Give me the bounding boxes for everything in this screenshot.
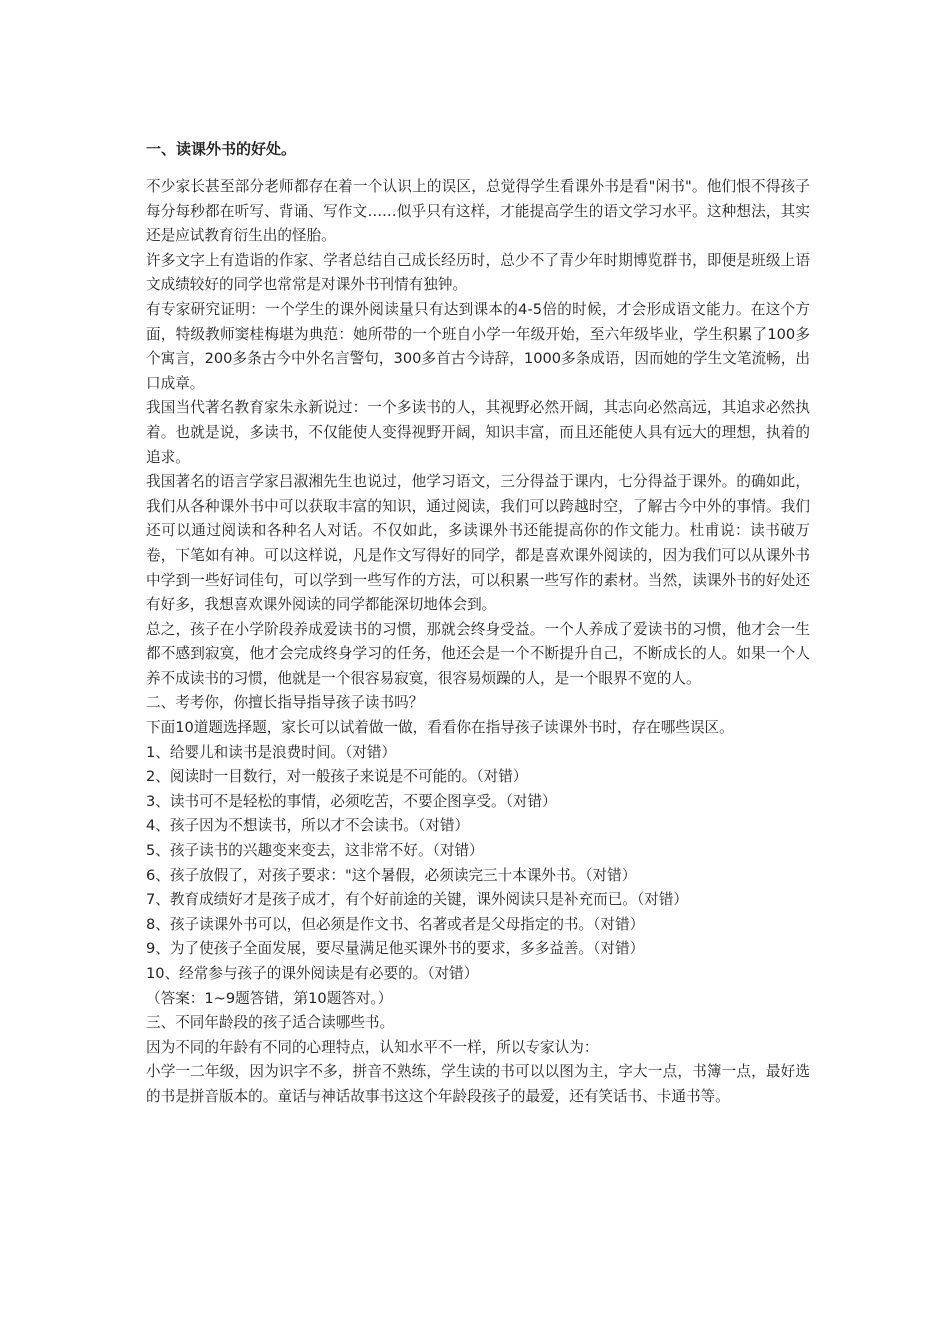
quiz-question: 9、为了使孩子全面发展，要尽量满足他买课外书的要求，多多益善。（对错） [146,940,645,958]
section-title: 三、不同年龄段的孩子适合读哪些书。 [146,1014,395,1032]
quiz-question: 7、教育成绩好才是孩子成才，有个好前途的关键，课外阅读只是补充而已。（对错） [146,891,688,909]
quiz-question: 2、阅读时一目数行，对一般孩子来说是不可能的。（对错） [146,768,528,786]
section-title: 二、考考你，你擅长指导指导孩子读书吗？ [146,694,424,712]
section-intro: 因为不同的年龄有不同的心理特点，认知水平不一样，所以专家认为： [146,1038,599,1056]
quiz-question: 8、孩子读课外书可以，但必须是作文书、名著或者是父母指定的书。（对错） [146,915,645,933]
section-intro: 下面10道题选择题，家长可以试着做一做，看看你在指导孩子读课外书时，存在哪些误区。 [146,719,734,737]
quiz-question: 4、孩子因为不想读书，所以才不会读书。（对错） [146,817,470,835]
paragraph: 不少家长甚至部分老师都存在着一个认识上的误区，总觉得学生看课外书是看"闲书"。他们恨不得孩子每分每秒都在听写、背诵、写作文……似乎只有这样，才能提高学生的语文学习水平。这种想法，其实还是应试教育衍生出的怪胎。 [146,178,810,245]
quiz-question: 10、经常参与孩子的课外阅读是有必要的。（对错） [146,965,479,982]
quiz-question: 3、读书可不是轻松的事情，必须吃苦，不要企图享受。（对错） [146,792,557,810]
quiz-answer: （答案：1~9题答错，第10题答对。） [146,989,393,1007]
paragraph: 总之，孩子在小学阶段养成爱读书的习惯，那就会终身受益。一个人养成了爱读书的习惯，他才会一生都不感到寂寞，他才会完成终身学习的任务，他还会是一个不断提升自己，不断成长的人。如果一个人养不成读书的习惯，他就是一个很容易寂寞，很容易烦躁的人，是一个眼界不宽的人。 [146,620,810,687]
paragraph: 我国著名的语言学家吕淑湘先生也说过，他学习语文，三分得益于课内，七分得益于课外。的确如此，我们从各种课外书中可以获取丰富的知识，通过阅读，我们可以跨越时空，了解古今中外的事情。我们还可以通过阅读和各种名人对话。不仅如此，多读课外书还能提高你的作文能力。杜甫说：读书破万卷，下笔如有神。可以这样说，凡是作文写得好的同学，都是喜欢课外阅读的，因为我们可以从课外书中学到一些好词佳句，可以学到一些写作的方法，可以积累一些写作的素材。当然，读课外书的好处还有好多，我想喜欢课外阅读的同学都能深切地体会到。 [146,473,810,614]
paragraph: 许多文字上有造诣的作家、学者总结自己成长经历时，总少不了青少年时期博览群书，即便是班级上语文成绩较好的同学也常常是对课外书刊情有独钟。 [146,251,810,294]
paragraph: 我国当代著名教育家朱永新说过：一个多读书的人，其视野必然开阔，其志向必然高远，其追求必然执着。也就是说，多读书，不仅能使人变得视野开阔，知识丰富，而且还能使人具有远大的理想，执着的追求。 [146,399,810,466]
paragraph: 小学一二年级，因为识字不多，拼音不熟练，学生读的书可以以图为主，字大一点，书簿一点，最好选的书是拼音版本的。童话与神话故事书这这个年龄段孩子的最爱，还有笑话书、卡通书等。 [146,1063,810,1105]
paragraph: 有专家研究证明：一个学生的课外阅读量只有达到课本的4-5倍的时候，才会形成语文能力。在这个方面，特级教师窦桂梅堪为典范：她所带的一个班自小学一年级开始，至六年级毕业，学生积累了100多个寓言，200多条古今中外名言警句，300多首古今诗辞，1000多条成语，因而她的学生文笔流畅，出口成章。 [146,300,810,392]
section-heading: 一、读课外书的好处。 [146,140,297,158]
quiz-question: 1、给婴儿和读书是浪费时间。（对错） [146,743,397,761]
quiz-question: 6、孩子放假了，对孩子要求："这个暑假，必须读完三十本课外书。（对错） [146,866,637,884]
quiz-question: 5、孩子读书的兴趣变来变去，这非常不好。（对错） [146,842,484,860]
document-body [146,137,810,1110]
